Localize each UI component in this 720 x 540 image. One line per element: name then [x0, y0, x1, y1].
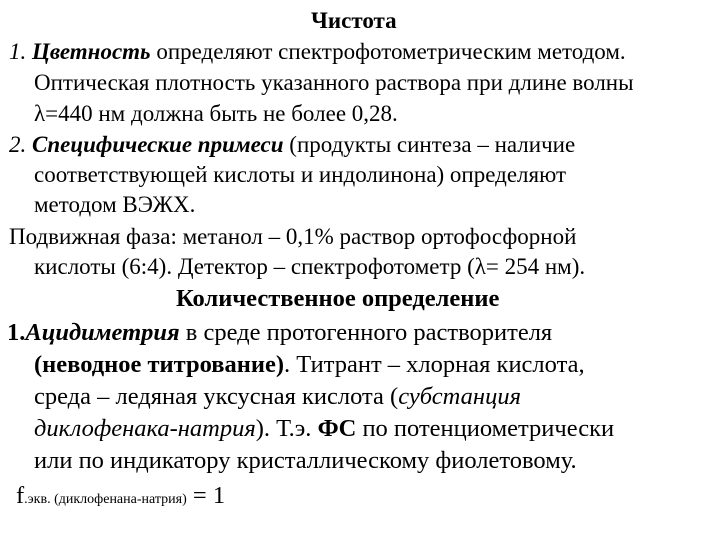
text: определяют спектрофотометрическим методом.	[150, 39, 626, 64]
acidimetry-line3	[34, 385, 521, 410]
equivalence-formula	[16, 484, 225, 509]
text: (продукты синтеза – наличие	[283, 132, 576, 157]
item-color-line3: λ=440 нм должна быть не более 0,28.	[34, 101, 398, 126]
item-impurities-line2: соответствующей кислоты и индолинона) определяют	[34, 162, 567, 187]
substance-text: субстанция	[398, 383, 521, 410]
text: . Титрант – хлорная кислота,	[284, 351, 585, 378]
mobile-phase-line1: Подвижная фаза: метанол – 0,1% раствор ортофосфорной	[9, 224, 577, 249]
term-impurities: Специфические примеси	[32, 132, 284, 157]
acidimetry-line5: или по индикатору кристаллическому фиолетовому.	[34, 447, 577, 474]
heading-purity: Чистота	[311, 8, 397, 33]
item-color-line2: Оптическая плотность указанного раствора при длине волны	[34, 70, 634, 95]
nonaqueous-titration: (неводное титрование)	[34, 351, 285, 378]
mobile-phase-line2: кислоты (6:4). Детектор – спектрофотометр (λ= 254 нм).	[34, 254, 586, 279]
formula-f: f	[16, 482, 25, 509]
item-number: 2.	[9, 132, 32, 157]
item-impurities-line3: методом ВЭЖХ.	[34, 192, 196, 217]
item-number: 1.	[9, 39, 32, 64]
heading-assay: Количественное определение	[176, 285, 500, 312]
text: в среде протогенного растворителя	[179, 319, 553, 346]
acidimetry-line4	[34, 417, 614, 442]
text: по потенциометрически	[356, 415, 615, 442]
item-number: 1.	[7, 319, 26, 346]
acidimetry-line1	[7, 321, 552, 346]
fs-text: ФС	[317, 415, 357, 442]
item-impurities-line1	[9, 133, 575, 156]
substance-name: диклофенака-натрия	[34, 415, 256, 442]
term-acidimetry: Ацидиметрия	[25, 319, 180, 346]
formula-subscript: .экв. (диклофенана-натрия)	[24, 492, 187, 507]
term-color: Цветность	[32, 39, 151, 64]
formula-equals: = 1	[186, 482, 226, 509]
item-color-line1	[9, 40, 626, 63]
acidimetry-line2	[34, 353, 585, 378]
text: среда – ледяная уксусная кислота (	[34, 383, 399, 410]
text: ). Т.э.	[255, 415, 318, 442]
